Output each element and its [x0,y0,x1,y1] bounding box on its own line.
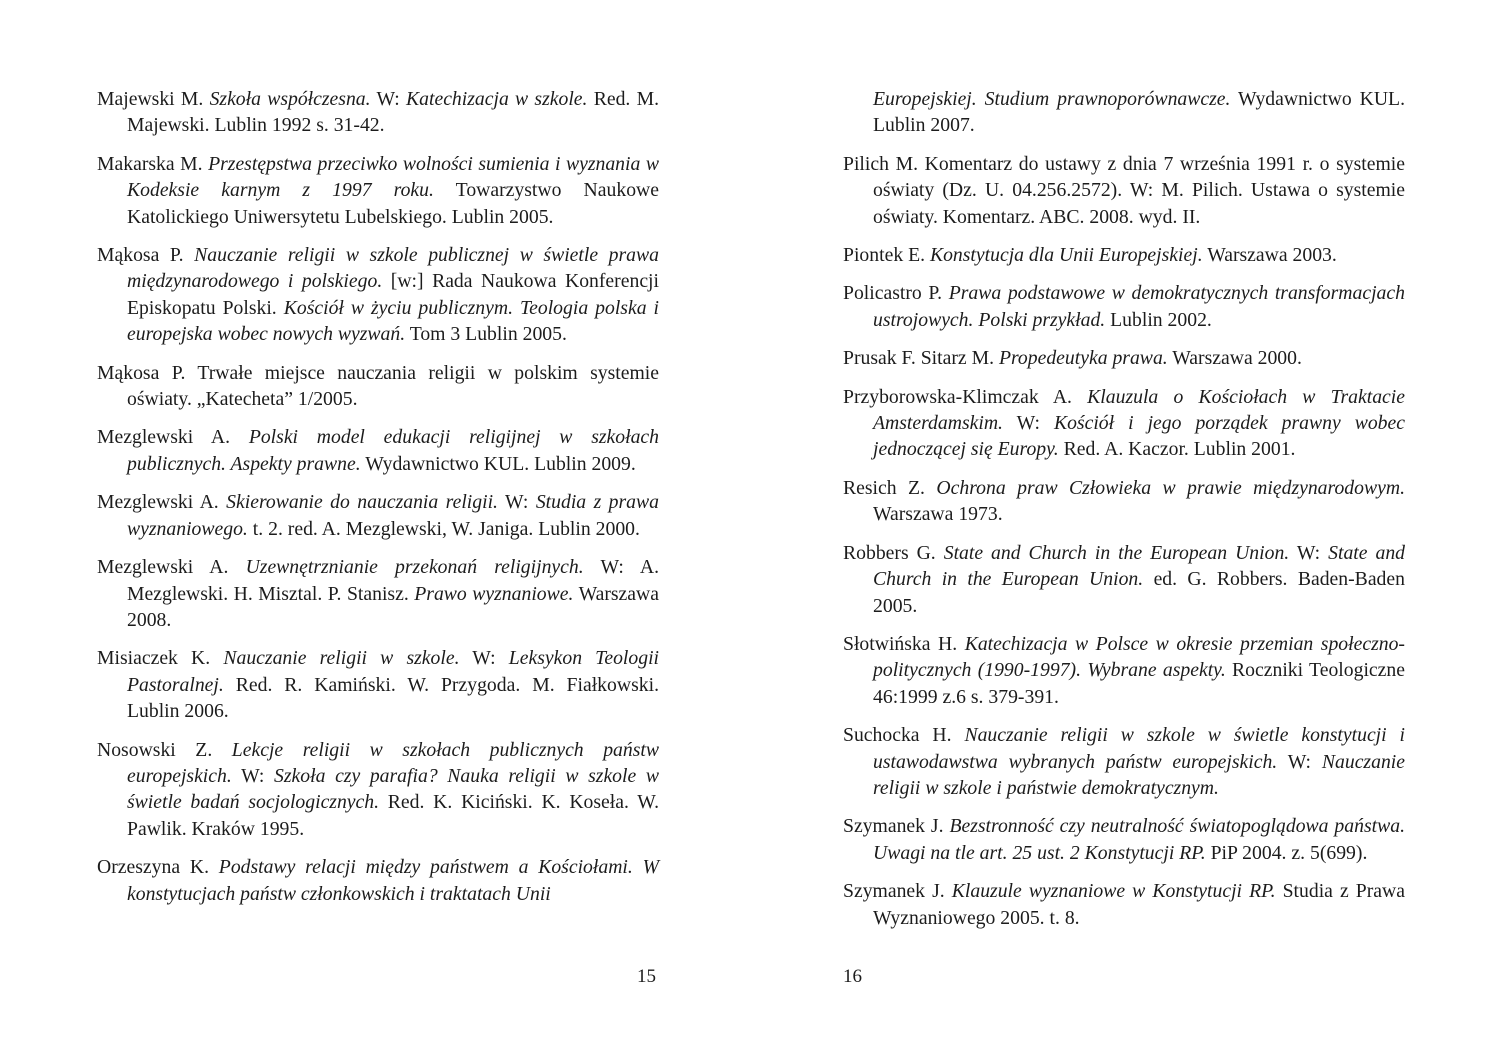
entry-text: t. 2. red. A. Mezglewski, W. Janiga. Lublin 2000. [247,517,640,540]
entry-title-italic: Ochrona praw Człowieka w prawie międzynarodowym. [936,476,1406,499]
entry-text: Wydawnictwo KUL. Lublin 2009. [360,452,636,475]
entry-text: Warszawa 1973. [873,503,1003,526]
bibliography-entry [97,151,659,230]
bibliography-entry [843,151,1405,230]
entry-text: W: [497,491,536,514]
entry-text: Red. M. Majewski. Lublin 1992 s. 31-42. [127,88,660,137]
entry-text: Robbers G. [843,541,944,564]
entry-title-italic: Podstawy relacji między państwem a Kościołami. W konstytucjach państw członkowskich i traktatach Unii [127,856,660,905]
bibliography-entry [843,242,1405,268]
page-number-right: 16 [843,966,862,987]
entry-text: Przyborowska-Klimczak A. [843,385,1088,408]
entry-title-italic: Leksykon Teologii Pastoralnej. [127,647,660,696]
entry-text: Majewski M. [97,88,210,110]
bibliography-list-right [843,86,1405,931]
entry-text: Szymanek J. [843,815,950,838]
entry-text: W: A. Mezglewski. H. Misztal. P. Stanisz. [127,556,659,605]
entry-text: W: [459,647,509,670]
page-number-left: 15 [637,966,656,987]
entry-text: Warszawa 2000. [1167,347,1302,370]
entry-text: Roczniki Teologiczne 46:1999 z.6 s. 379-391. [873,659,1405,708]
bibliography-entry [843,280,1405,333]
entry-text: Mezglewski A. [97,556,246,579]
bibliography-entry [843,631,1405,710]
entry-text: W: [231,764,275,787]
bibliography-entry [843,475,1405,528]
entry-text: Suchocka H. [843,724,965,747]
bibliography-entry [97,854,659,907]
entry-text: Prusak F. Sitarz M. [843,347,999,370]
entry-text: Mąkosa P. Trwałe miejsce nauczania religii w polskim systemie oświaty. „Katecheta” 1/2005. [97,361,659,411]
entry-title-italic: Konstytucja dla Unii Europejskiej. [929,244,1203,267]
entry-text: Red. K. Kiciński. K. Koseła. W. Pawlik. Kraków 1995. [127,791,659,840]
entry-title-italic: Nauczanie religii w szkole. [223,647,460,670]
bibliography-entry [843,878,1405,931]
entry-title-italic: State and Church in the European Union. [943,541,1290,564]
entry-title-italic: Nauczanie religii w szkole w świetle konstytucji i ustawodawstwa wybranych państw europejskich. [873,724,1405,773]
entry-text: Red. A. Kaczor. Lublin 2001. [1058,438,1296,461]
entry-text: W: [370,88,407,110]
bibliography-entry [97,645,659,724]
entry-text: PiP 2004. z. 5(699). [1205,841,1368,864]
entry-text: [w:] Rada Naukowa Konferencji Episkopatu Polski. [127,270,659,319]
entry-title-italic: Europejskiej. Studium prawnoporównawcze. [873,88,1231,110]
entry-title-italic: Propedeutyka prawa. [998,347,1168,370]
entry-text: Mąkosa P. [97,244,195,267]
bibliography-entry [843,384,1405,463]
entry-title-italic: Przestępstwa przeciwko wolności sumienia i wyznania w Kodeksie karnym z 1997 roku. [127,152,659,202]
entry-text: W: [1289,541,1329,564]
entry-text: Red. R. Kamiński. W. Przygoda. M. Fiałkowski. Lublin 2006. [127,673,659,723]
bibliography-entry [843,540,1405,619]
bibliography-entry [97,86,659,139]
bibliography-entry [843,86,1405,139]
entry-title-italic: Bezstronność czy neutralność światopoglądowa państwa. Uwagi na tle art. 25 ust. 2 Konstytucji RP. [873,815,1405,864]
entry-text: Policastro P. [843,282,949,305]
entry-text: Słotwińska H. [843,632,965,655]
entry-text: W: [1277,750,1322,773]
entry-title-italic: Katechizacja w Polsce w okresie przemian społeczno-politycznych (1990-1997). Wybrane aspekty. [873,632,1405,682]
entry-title-italic: Kościół i jego porządek prawny wobec jednoczącej się Europy. [873,412,1405,461]
entry-text: Nosowski Z. [97,738,232,761]
entry-title-italic: Kościół w życiu publicznym. Teologia polska i europejska wobec nowych wyzwań. [127,296,659,346]
entry-text: Resich Z. [843,476,937,499]
entry-title-italic: Lekcje religii w szkołach publicznych państw europejskich. [127,738,659,787]
entry-title-italic: Nauczanie religii w szkole publicznej w świetle prawa międzynarodowego i polskiego. [127,244,659,293]
entry-title-italic: Klauzule wyznaniowe w Konstytucji RP. [951,880,1276,903]
entry-title-italic: Studia z prawa wyznaniowego. [127,491,659,540]
bibliography-entry [97,489,659,542]
entry-text: Mezglewski A. [97,426,249,449]
bibliography-entry [97,737,659,843]
entry-title-italic: Prawa podstawowe w demokratycznych transformacjach ustrojowych. Polski przykład. [873,282,1405,331]
entry-title-italic: Katechizacja w szkole. [406,88,588,110]
entry-text: Pilich M. Komentarz do ustawy z dnia 7 września 1991 r. o systemie oświaty (Dz. U. 04.256.2572). W: M. Pilich. Ustawa o systemie oświaty. Komentarz. ABC. 2008. wyd. II. [843,152,1405,228]
left-page [97,86,659,919]
entry-text: ed. G. Robbers. Baden-Baden 2005. [873,568,1405,617]
entry-title-italic: Klauzula o Kościołach w Traktacie Amsterdamskim. [873,385,1405,435]
entry-text: Warszawa 2003. [1202,244,1337,267]
entry-text: Studia z Prawa Wyznaniowego 2005. t. 8. [873,880,1405,929]
entry-text: Misiaczek K. [97,647,224,670]
right-page [843,86,1405,943]
entry-title-italic: Szkoła współczesna. [209,88,371,110]
entry-text: Piontek E. [843,244,930,267]
entry-text: Orzeszyna K. [97,856,219,879]
entry-text: Lublin 2002. [1105,308,1212,331]
bibliography-entry [97,242,659,348]
entry-title-italic: Skierowanie do nauczania religii. [226,491,498,514]
bibliography-entry [97,424,659,477]
entry-text: Mezglewski A. [97,491,227,514]
entry-title-italic: Uzewnętrznianie przekonań religijnych. [245,556,584,579]
entry-text: Szymanek J. [843,880,952,903]
entry-title-italic: Nauczanie religii w szkole i państwie demokratycznym. [873,750,1405,799]
entry-title-italic: Polski model edukacji religijnej w szkołach publicznych. Aspekty prawne. [127,426,660,475]
entry-text: Warszawa 2008. [127,582,659,631]
bibliography-entry [843,722,1405,801]
entry-text: Makarska M. [97,152,209,175]
bibliography-list-left [97,86,659,907]
entry-text: Wydawnictwo KUL. Lublin 2007. [873,88,1405,137]
bibliography-entry [97,360,659,413]
bibliography-entry [97,554,659,633]
entry-text: Tom 3 Lublin 2005. [405,323,567,346]
entry-title-italic: State and Church in the European Union. [873,541,1406,591]
entry-text: Towarzystwo Naukowe Katolickiego Uniwersytetu Lubelskiego. Lublin 2005. [127,179,659,228]
bibliography-entry [843,345,1405,371]
entry-title-italic: Szkoła czy parafia? Nauka religii w szkole w świetle badań socjologicznych. [127,764,659,814]
entry-text: W: [1002,412,1054,435]
bibliography-entry [843,813,1405,866]
entry-title-italic: Prawo wyznaniowe. [414,582,574,605]
